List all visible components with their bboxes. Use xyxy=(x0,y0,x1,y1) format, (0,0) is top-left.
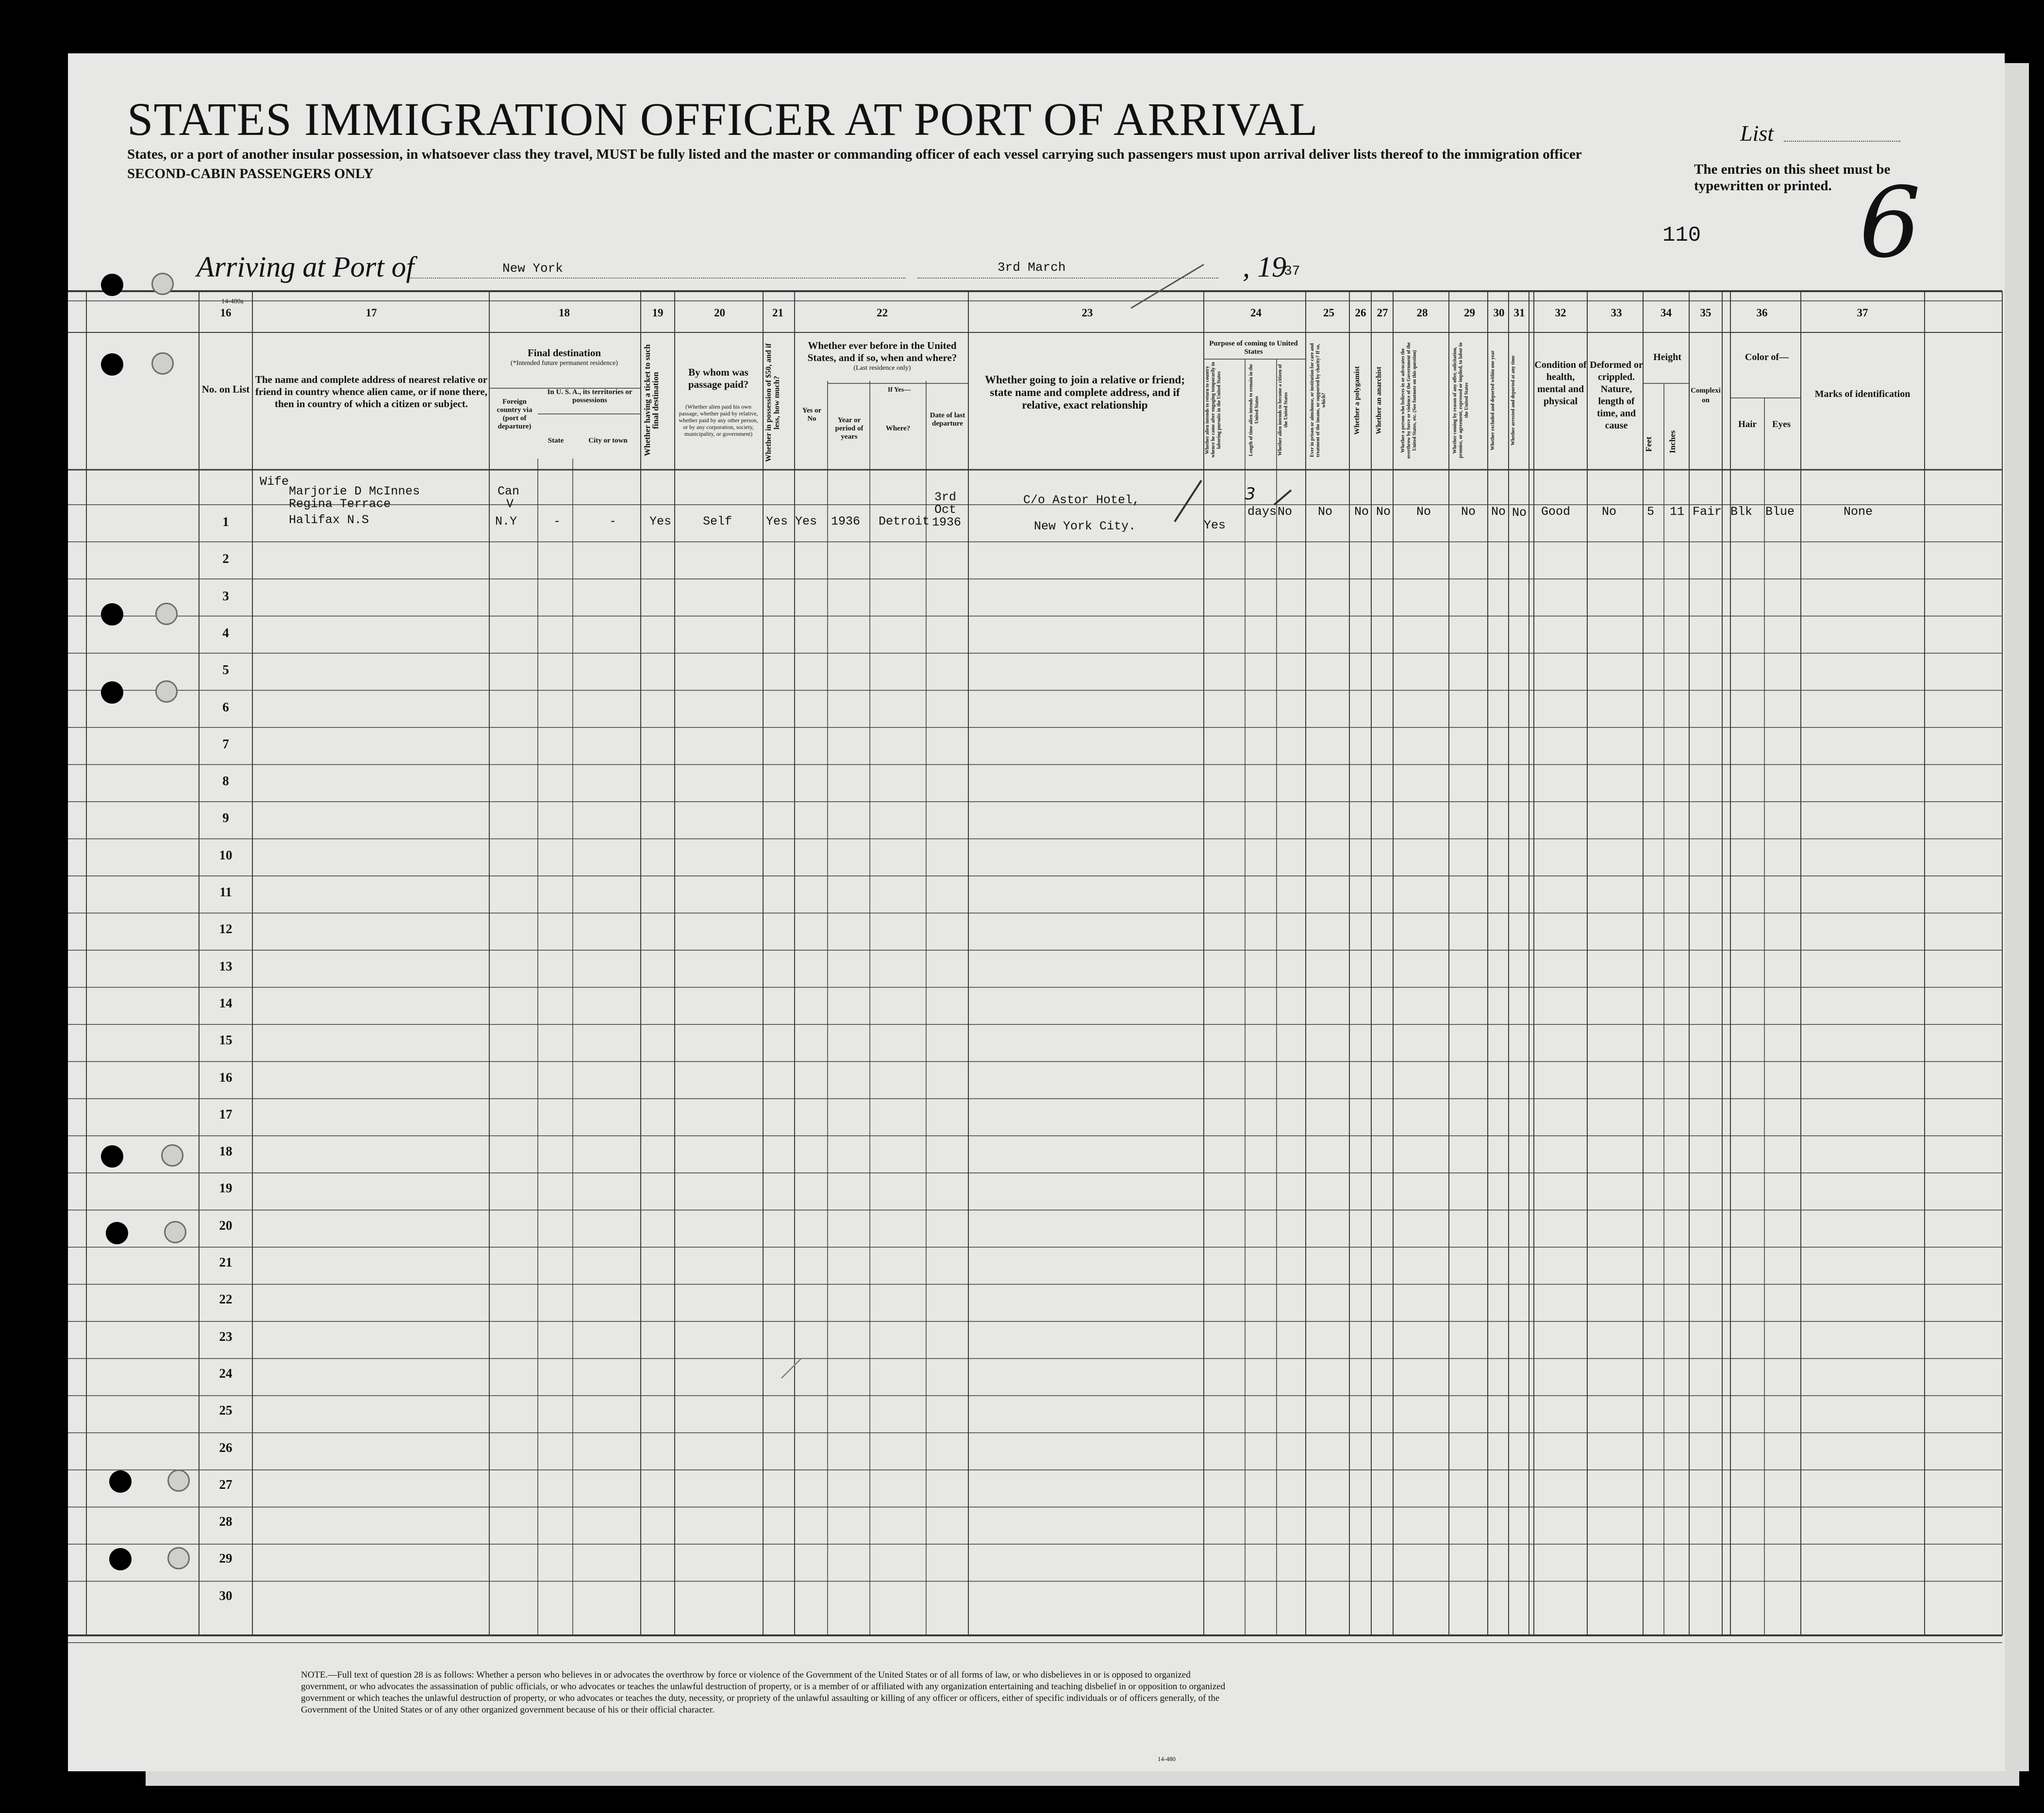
row-number: 15 xyxy=(219,1033,233,1048)
row-number: 19 xyxy=(219,1181,233,1196)
row-number: 21 xyxy=(219,1255,233,1269)
row-number: 29 xyxy=(219,1551,233,1566)
column-number: 19 xyxy=(652,307,664,319)
form-code-bottom: 14-480 xyxy=(1158,1755,1176,1763)
header-marks: Marks of identification xyxy=(1814,389,1911,399)
passage-paid-note: (Whether alien paid his own passage, whether paid by relative, whether paid by any other person, or by any corporation, society, municipality, or government) xyxy=(679,403,758,437)
punch-hole-icon xyxy=(101,603,123,626)
header-height: Height xyxy=(1653,352,1681,363)
column-number: 29 xyxy=(1464,307,1475,319)
paid-by-value: Self xyxy=(703,514,732,528)
header-color: Color of— xyxy=(1745,352,1789,363)
row-number: 26 xyxy=(219,1440,233,1455)
port-line xyxy=(410,278,905,279)
hole-reinforcement-icon xyxy=(167,1547,190,1569)
joining-2: New York City. xyxy=(1034,519,1136,533)
column-number: 32 xyxy=(1555,307,1566,319)
header-anarchist: Whether an anarchist xyxy=(1375,366,1383,434)
row-number: 10 xyxy=(219,847,233,862)
header-passage-paid xyxy=(677,366,760,437)
header-deformed: Deformed or crippled. Nature, length of time, and cause xyxy=(1590,360,1643,431)
departure-1: 3rd xyxy=(934,490,957,504)
row-number: 2 xyxy=(222,551,229,566)
column-number: 34 xyxy=(1661,307,1672,319)
row-number: 22 xyxy=(219,1292,233,1307)
eyes-value: Blue xyxy=(1765,505,1795,519)
form-code-top: 14-480a xyxy=(221,298,244,305)
length-unit: days xyxy=(1247,505,1277,519)
header-ticket: Whether having a ticket to such final destination xyxy=(643,344,660,457)
departure-2: Oct xyxy=(934,503,957,517)
header-yes-no: Yes or No xyxy=(802,407,822,423)
column-number: 35 xyxy=(1700,307,1712,319)
punch-hole-icon xyxy=(101,274,123,296)
year-value: 1936 xyxy=(831,514,861,528)
header-where: Where? xyxy=(885,425,911,432)
header-year: Year or period of years xyxy=(835,416,864,441)
row-number: 17 xyxy=(219,1106,233,1121)
header-relative: The name and complete address of nearest relative or friend in country whence alien came, or if none there, then in country of which a citizen or subject. xyxy=(255,374,488,410)
punch-hole-icon xyxy=(101,681,123,704)
header-foreign-country: Foreign country via (port of departure) xyxy=(497,398,532,430)
column-number: 28 xyxy=(1416,307,1428,319)
hole-reinforcement-icon xyxy=(151,273,174,295)
hole-reinforcement-icon xyxy=(155,680,178,703)
column-number: 27 xyxy=(1377,307,1388,319)
deformed-value: No xyxy=(1602,505,1617,519)
complexion-value: Fair xyxy=(1693,505,1722,519)
excluded-value: No xyxy=(1491,505,1506,519)
row-number: 4 xyxy=(222,625,229,640)
foreign-country-1: Can xyxy=(498,484,520,498)
relative-address-2: Halifax N.S xyxy=(289,513,369,527)
header-no-on-list: No. on List xyxy=(201,383,250,395)
foreign-country-3: N.Y xyxy=(495,514,517,528)
relation: Wife xyxy=(260,475,289,489)
punch-hole-icon xyxy=(101,1145,123,1168)
row-number: 5 xyxy=(222,662,229,677)
anarchist-value: No xyxy=(1376,505,1391,519)
row-number: 7 xyxy=(222,736,229,751)
arrival-year-prefix: , 19 xyxy=(1243,251,1286,283)
relative-address-1: Regina Terrace xyxy=(289,497,391,511)
column-number: 33 xyxy=(1611,307,1622,319)
column-number: 36 xyxy=(1756,307,1768,319)
hole-reinforcement-icon xyxy=(167,1469,190,1492)
joining-1: C/o Astor Hotel, xyxy=(1023,493,1140,507)
column-number: 20 xyxy=(714,307,725,319)
header-excluded: Whether excluded and deported within one year xyxy=(1490,350,1496,450)
sheet-number: 110 xyxy=(1662,223,1701,247)
list-line xyxy=(1784,141,1900,142)
prison-value: No xyxy=(1318,505,1333,519)
feet-value: 5 xyxy=(1647,505,1655,519)
row-number: 11 xyxy=(219,885,232,899)
arrival-label: Arriving at Port of xyxy=(197,251,415,283)
overthrow-value: No xyxy=(1416,505,1431,519)
header-citizen: Whether alien intends to become a citizen of the United States xyxy=(1278,364,1289,456)
city-value: - xyxy=(609,514,617,528)
health-value: Good xyxy=(1541,505,1571,519)
column-number: 26 xyxy=(1355,307,1366,319)
header-hair: Hair xyxy=(1738,419,1757,429)
header-deported: Whether arrested and deported at any time xyxy=(1511,355,1516,445)
hole-reinforcement-icon xyxy=(164,1221,186,1243)
header-in-usa: In U. S. A., its territories or possessions xyxy=(547,388,632,404)
row-number: 9 xyxy=(222,810,229,825)
row-number: 25 xyxy=(219,1403,233,1418)
ticket-value: Yes xyxy=(649,514,672,528)
row-number: 18 xyxy=(219,1144,233,1159)
column-number: 17 xyxy=(366,307,377,319)
column-number: 16 xyxy=(220,307,232,319)
header-state: State xyxy=(548,437,564,445)
row-number: 24 xyxy=(219,1366,233,1381)
header-eyes: Eyes xyxy=(1772,419,1791,429)
arrival-port: New York xyxy=(502,261,563,276)
header-ever-before xyxy=(796,340,968,372)
header-polygamist: Whether a polygamist xyxy=(1353,366,1361,435)
row-number: 23 xyxy=(219,1329,233,1344)
ever-before-title: Whether ever before in the United States, and if so, when and where? xyxy=(807,340,957,363)
row-number: 12 xyxy=(219,922,233,937)
column-number: 24 xyxy=(1250,307,1262,319)
state-value: - xyxy=(553,514,561,528)
row-number: 28 xyxy=(219,1514,233,1529)
marks-value: None xyxy=(1844,505,1873,519)
return-value: Yes xyxy=(1204,518,1226,532)
punch-hole-icon xyxy=(101,353,123,376)
header-prison: Ever in prison or almshouse, or institution for care and treatment of the insane, or supported by charity? If so, which? xyxy=(1310,343,1327,458)
citizen-value: No xyxy=(1278,505,1293,519)
punch-hole-icon xyxy=(109,1548,132,1570)
column-number: 30 xyxy=(1493,307,1505,319)
page-edge-right xyxy=(2005,63,2029,1771)
header-complexion: Complexion xyxy=(1691,387,1721,404)
offer-value: No xyxy=(1461,505,1476,519)
departure-3: 1936 xyxy=(932,515,962,529)
header-return: Whether alien intends to return to country whence he came after engaging temporarily in laboring pursuits in the United States xyxy=(1205,362,1222,458)
ever-before-value: Yes xyxy=(795,514,817,528)
header-health: Condition of health, mental and physical xyxy=(1534,360,1587,407)
header-feet: Feet xyxy=(1644,436,1653,452)
header-city: City or town xyxy=(588,437,628,445)
entries-note: The entries on this sheet must be typewritten or printed. xyxy=(1694,162,1891,194)
column-number: 23 xyxy=(1081,307,1093,319)
column-number: 37 xyxy=(1857,307,1868,319)
row-number: 30 xyxy=(219,1588,233,1603)
footnote: NOTE.—Full text of question 28 is as follows: Whether a person who believes in or advocates the overthrow by force or violence of the Government of the United States or of all forms of law, or who disbelieves in or is opposed to organized government, or who advocates the assassination of public officials, or who advocates or teaches the unlawful destruction of property, or is a member of or affiliated with any organization entertaining and teaching disbelief in or opposition to organized government or which teaches the unlawful destruction of property, or who advocates or teaches the duty, necessity, or propriety of the unlawful assaulting or killing of any officer or officers, either of specific individuals or of officers generally, of the Government of the United States or of any other organized government because of his or their official character. xyxy=(301,1670,1226,1715)
list-label: List xyxy=(1740,121,1774,146)
where-value: Detroit xyxy=(879,514,930,528)
punch-hole-icon xyxy=(106,1222,128,1244)
hair-value: Blk xyxy=(1730,505,1753,519)
column-number: 22 xyxy=(877,307,888,319)
passage-paid-title: By whom was passage paid? xyxy=(688,366,749,390)
header-length-stay: Length of time alien intends to remain in the United States xyxy=(1248,364,1260,456)
arrival-date: 3rd March xyxy=(997,260,1066,275)
header-date-departure: Date of last departure xyxy=(930,412,965,428)
column-number: 25 xyxy=(1323,307,1334,319)
hole-reinforcement-icon xyxy=(161,1144,183,1167)
inches-value: 11 xyxy=(1670,505,1685,519)
header-overthrow: Whether a person who believes in or advocates the overthrow by force or violence of the Government of the United States, etc. (See footnote on this question) xyxy=(1400,342,1417,459)
row-number: 6 xyxy=(222,699,229,714)
header-offer: Whether coming by reason of any offer, solicitation, promise, or agreement, expressed or implied, to labor in the United States xyxy=(1452,342,1469,459)
column-number: 31 xyxy=(1513,307,1525,319)
row-number: 14 xyxy=(219,995,233,1010)
punch-hole-icon xyxy=(109,1470,132,1493)
header-purpose: Purpose of coming to United States xyxy=(1209,340,1298,356)
page-title: STATES IMMIGRATION OFFICER AT PORT OF ARRIVAL xyxy=(127,93,1318,145)
relative-name: Marjorie D McInnes xyxy=(289,484,420,498)
row-number: 3 xyxy=(222,588,229,603)
column-number: 18 xyxy=(559,307,570,319)
date-line xyxy=(917,278,1218,279)
polygamist-value: No xyxy=(1354,505,1369,519)
final-destination-title: Final destination xyxy=(527,347,601,359)
foreign-country-2: V xyxy=(506,497,514,511)
arrival-year-suffix: 37 xyxy=(1284,264,1300,279)
instruction-line: States, or a port of another insular possession, in whatsoever class they travel, MUST be fully listed and the master or commanding officer of each vessel carrying such passengers must upon arrival deliver lists thereof to the immigration officer xyxy=(127,147,1582,162)
column-number: 21 xyxy=(772,307,783,319)
row-number: 8 xyxy=(222,774,229,789)
length-number: 3 xyxy=(1245,484,1256,504)
page-edge-bottom xyxy=(146,1771,2019,1786)
final-destination-note: (*Intended future permanent residence) xyxy=(510,360,618,367)
row-number: 13 xyxy=(219,958,233,973)
header-if-yes: If Yes— xyxy=(887,386,911,394)
handwritten-number: 6 xyxy=(1859,166,1921,280)
header-inches: Inches xyxy=(1668,430,1677,453)
header-final-destination xyxy=(490,347,638,367)
row-number: 20 xyxy=(219,1218,233,1233)
hole-reinforcement-icon xyxy=(155,603,178,625)
hole-reinforcement-icon xyxy=(151,352,174,375)
ever-before-note: (Last residence only) xyxy=(853,364,911,372)
row-number: 1 xyxy=(222,514,229,529)
row-number: 27 xyxy=(219,1477,233,1492)
fifty-value: Yes xyxy=(766,514,788,528)
class-line: SECOND-CABIN PASSENGERS ONLY xyxy=(127,166,374,181)
row-number: 16 xyxy=(219,1070,233,1085)
deported-value: No xyxy=(1512,506,1527,520)
header-joining: Whether going to join a relative or friend; state name and complete address, and if relative, exact relationship xyxy=(984,374,1185,411)
header-fifty-dollars: Whether in possession of $50, and if less, how much? xyxy=(764,343,781,462)
